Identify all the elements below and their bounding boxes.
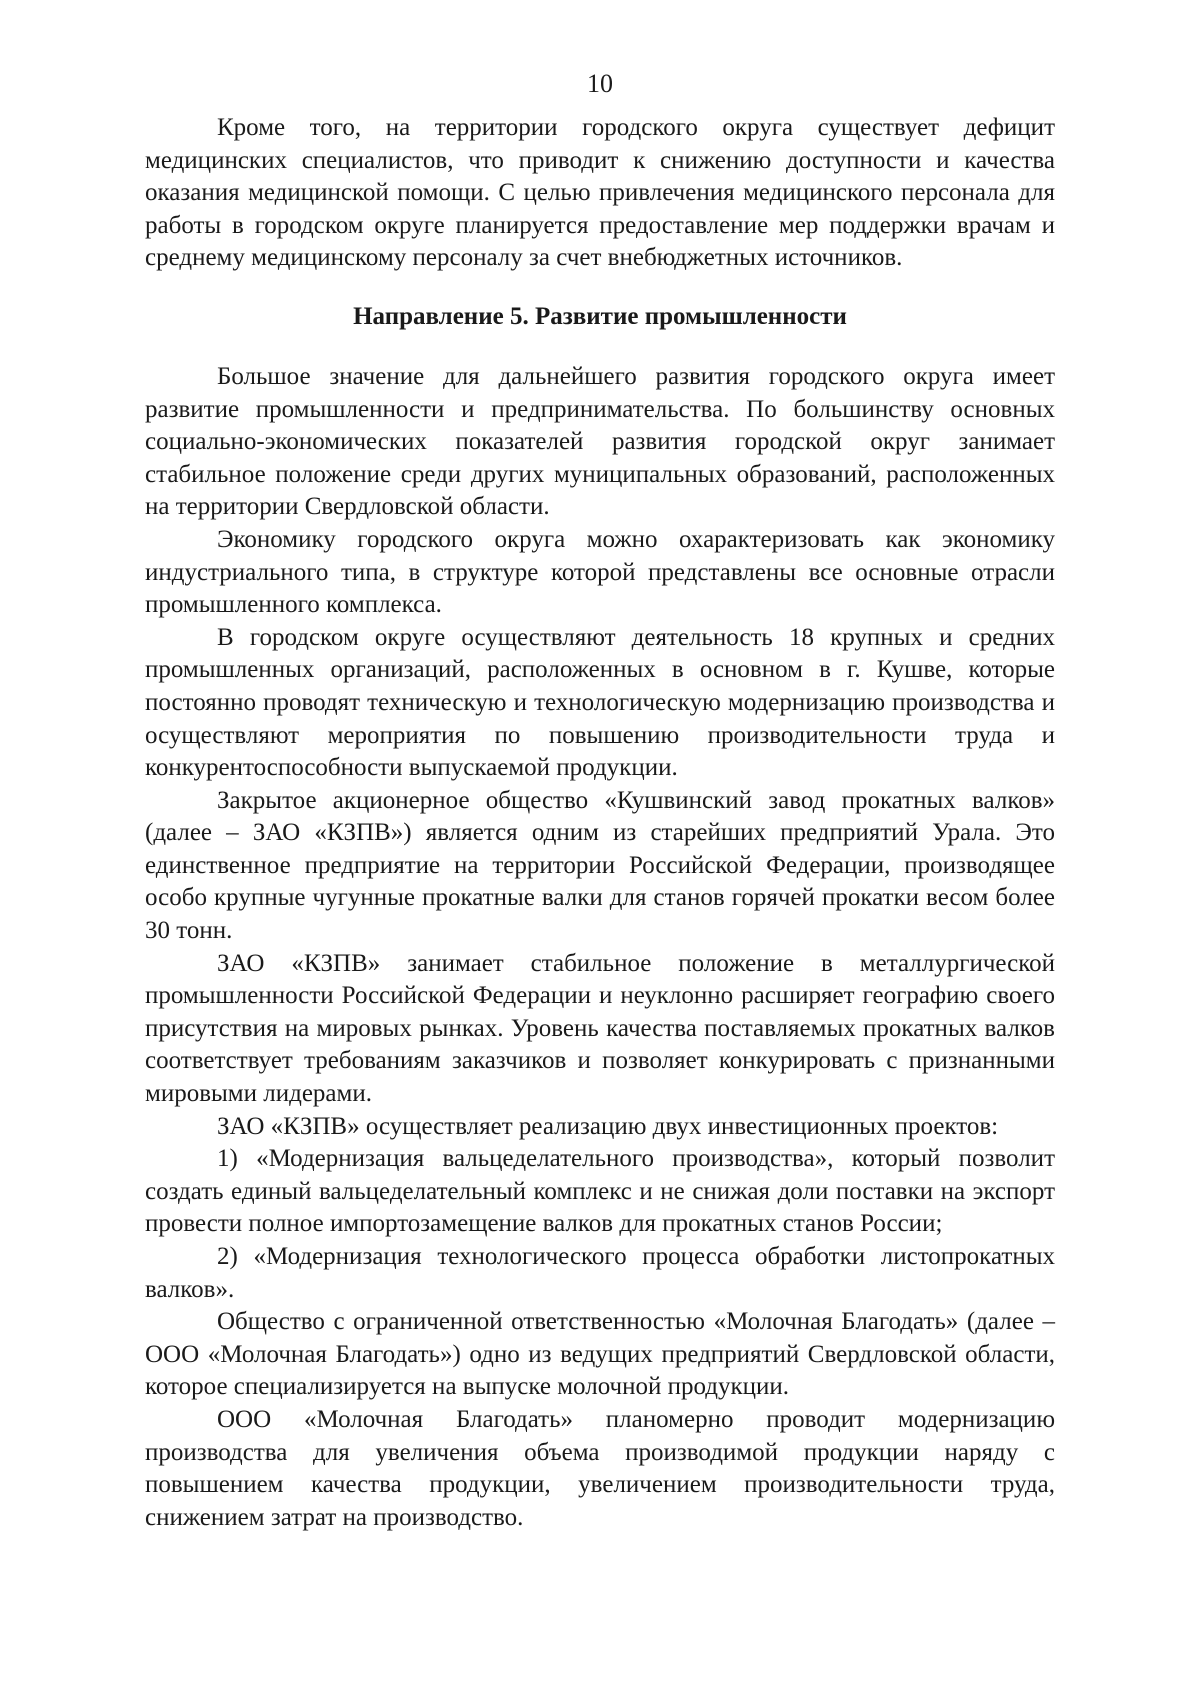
paragraph: Большое значение для дальнейшего развития городского округа имеет развитие промышленности и предпринимательства. По большинству основных социально-экономических показателей развития городской округ занимает стабильное положение среди других муниципальных образований, расположенных на территории Свердловской области. [145,362,1055,521]
section-heading: Направление 5. Развитие промышленности [353,302,847,330]
paragraph: Общество с ограниченной ответственностью «Молочная Благодать» (далее – ООО «Молочная Благодать») одно из ведущих предприятий Свердловской области, которое специализируется на выпуске молочной продукции. [145,1308,1055,1401]
paragraph: ЗАО «КЗПВ» осуществляет реализацию двух инвестиционных проектов: [217,1112,999,1140]
document-body [145,112,1055,1534]
paragraph: ЗАО «КЗПВ» занимает стабильное положение в металлургической промышленности Российской Федерации и неуклонно расширяет географию своего присутствия на мировых рынках. Уровень качества поставляемых прокатных валков соответствует требованиям заказчиков и позволяет конкурировать с признанными мировыми лидерами. [145,949,1055,1108]
paragraph: Экономику городского округа можно охарактеризовать как экономику индустриального типа, в структуре которой представлены все основные отрасли промышленного комплекса. [145,525,1055,619]
intro-paragraph: Кроме того, на территории городского округа существует дефицит медицинских специалистов, что приводит к снижению доступности и качества оказания медицинской помощи. С целью привлечения медицинского персонала для работы в городском округе планируется предоставление мер поддержки врачам и среднему медицинскому персоналу за счет внебюджетных источников. [145,114,1055,272]
paragraph: В городском округе осуществляют деятельность 18 крупных и средних промышленных организаций, расположенных в основном в г. Кушве, которые постоянно проводят техническую и технологическую модернизацию производства и осуществляют мероприятия по повышению производительности труда и конкурентоспособности выпускаемой продукции. [145,623,1055,782]
list-item: 2) «Модернизация технологического процесса обработки листопрокатных валков». [145,1243,1055,1303]
paragraph: ООО «Молочная Благодать» планомерно проводит модернизацию производства для увеличения объема производимой продукции наряду с повышением качества продукции, увеличением производительности труда, снижением затрат на производство. [145,1405,1055,1531]
list-item: 1) «Модернизация вальцеделательного производства», который позволит создать единый вальцеделательный комплекс и не снижая доли поставки на экспорт провести полное импортозамещение валков для прокатных станов России; [145,1145,1055,1238]
paragraph: Закрытое акционерное общество «Кушвинский завод прокатных валков» (далее – ЗАО «КЗПВ») является одним из старейших предприятий Урала. Это единственное предприятие на территории Российской Федерации, производящее особо крупные чугунные прокатные валки для станов горячей прокатки весом более 30 тонн. [145,786,1055,945]
page-number: 10 [587,69,613,98]
